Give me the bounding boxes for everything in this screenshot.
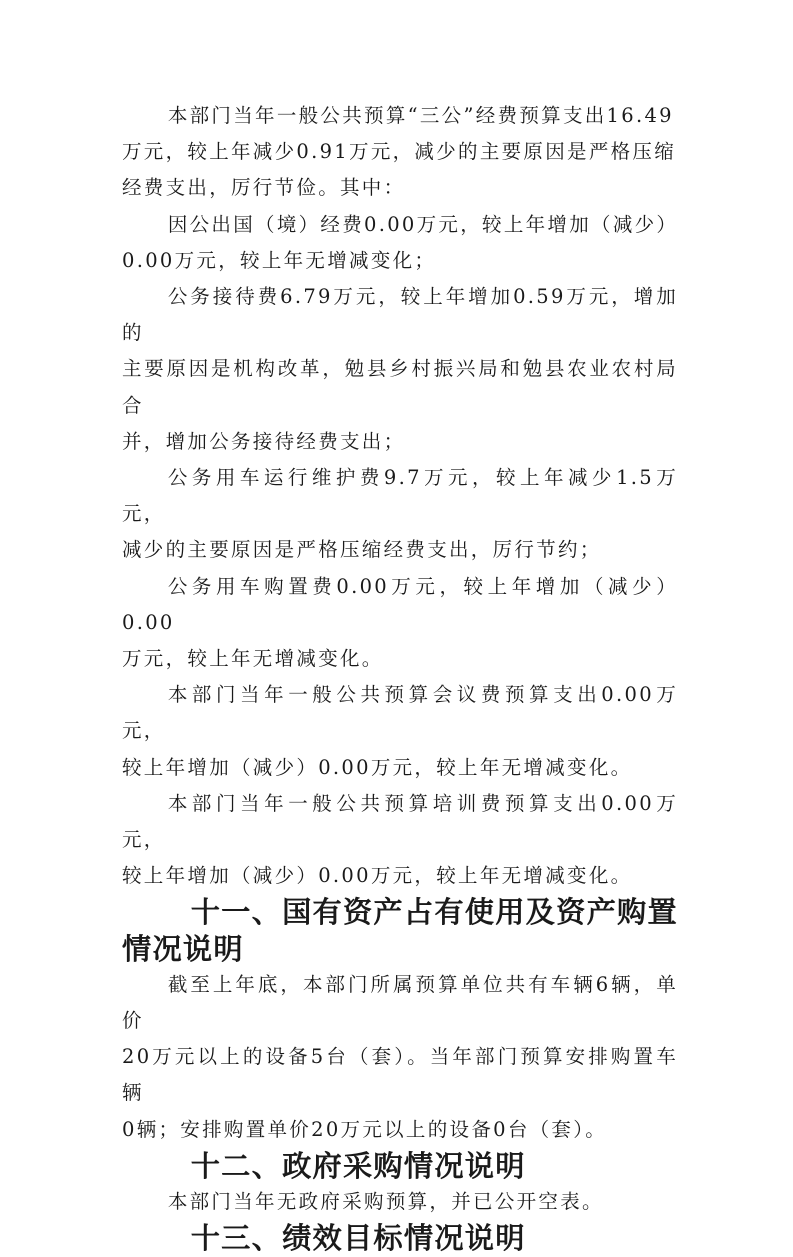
- paragraph-vehicle-purchase: [122, 569, 678, 678]
- paragraph-vehicle-maintenance: [122, 460, 678, 569]
- text-line: 截至上年底，本部门所属预算单位共有车辆6辆，单价: [122, 972, 678, 1033]
- paragraph-meeting-expenses: [122, 677, 678, 786]
- text-line: 公务用车运行维护费9.7万元，较上年减少1.5万元，: [122, 466, 678, 526]
- text-line: 因公出国（境）经费0.00万元，较上年增加（减少）: [167, 212, 679, 236]
- text-line: 本部门当年一般公共预算会议费预算支出0.00万元，: [122, 683, 678, 743]
- text-line: 经费支出，厉行节俭。其中：: [122, 176, 406, 200]
- text-line: 本部门当年无政府采购预算，并已公开空表。: [167, 1190, 604, 1214]
- document-body: [122, 98, 678, 1257]
- text-line: 0辆；安排购置单价20万元以上的设备0台（套）。: [122, 1117, 608, 1141]
- text-line: 公务用车购置费0.00万元，较上年增加（减少）0.00: [122, 574, 678, 634]
- text-line: 万元，较上年减少0.91万元，减少的主要原因是严格压缩: [122, 140, 677, 164]
- text-line: 主要原因是机构改革，勉县乡村振兴局和勉县农业农村局合: [122, 357, 678, 417]
- text-line: 0.00万元，较上年无增减变化；: [122, 248, 437, 272]
- text-line: 20万元以上的设备5台（套）。当年部门预算安排购置车辆: [122, 1045, 678, 1105]
- text-line: 并，增加公务接待经费支出；: [122, 429, 406, 453]
- paragraph-overseas-travel: [122, 207, 678, 279]
- paragraph-reception: [122, 279, 678, 460]
- text-line: 减少的主要原因是严格压缩经费支出，厉行节约；: [122, 538, 602, 562]
- paragraph-state-assets: [122, 967, 678, 1148]
- paragraph-three-public-expenses: [122, 98, 678, 207]
- text-line: 本部门当年一般公共预算培训费预算支出0.00万元，: [122, 791, 678, 852]
- paragraph-training-expenses: [122, 786, 678, 895]
- section-heading-government-procurement: 十二、政府采购情况说明: [190, 1148, 526, 1183]
- section-heading-state-assets: 十一、国有资产占有使用及资产购置情况说明: [122, 895, 678, 966]
- text-line: 较上年增加（减少）0.00万元，较上年无增减变化。: [122, 755, 633, 779]
- text-line: 本部门当年一般公共预算“三公”经费预算支出16.49: [167, 104, 674, 127]
- section-heading-performance-targets: 十三、绩效目标情况说明: [190, 1221, 526, 1256]
- paragraph-government-procurement: [122, 1184, 678, 1220]
- text-line: 较上年增加（减少）0.00万元，较上年无增减变化。: [122, 864, 633, 888]
- text-line: 万元，较上年无增减变化。: [122, 647, 384, 671]
- text-line: 公务接待费6.79万元，较上年增加0.59万元，增加的: [122, 285, 678, 345]
